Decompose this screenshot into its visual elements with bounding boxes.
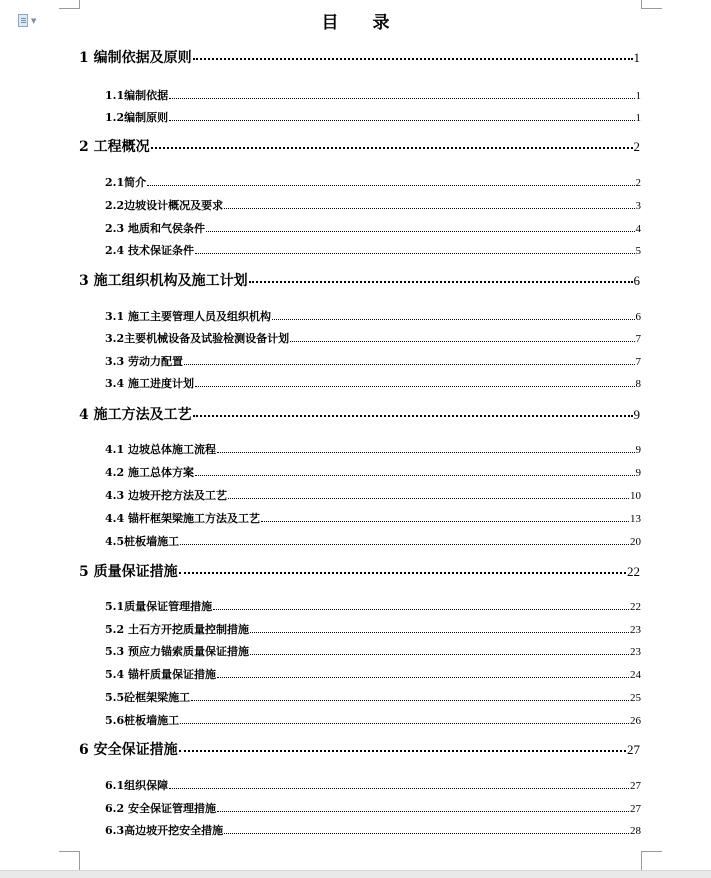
toc-section-entry[interactable]	[105, 375, 641, 390]
toc-section-entry[interactable]	[105, 666, 641, 681]
toc-page-number: 13	[630, 513, 641, 525]
toc-chapter-entry[interactable]	[79, 136, 640, 154]
toc-page-number: 2	[633, 139, 640, 154]
toc-chapter-entry[interactable]	[79, 270, 640, 288]
toc-entry-label: 4.3 边坡开挖方法及工艺	[105, 489, 227, 502]
toc-section-entry[interactable]	[105, 800, 641, 815]
toc-section-entry[interactable]	[105, 87, 641, 102]
dot-leader	[228, 498, 629, 499]
toc-section-entry[interactable]	[105, 220, 641, 235]
toc-page-number: 9	[635, 467, 641, 479]
toc-chapter-entry[interactable]	[79, 404, 640, 422]
dot-leader	[169, 98, 634, 99]
toc-entry-label: 6.2 安全保证管理措施	[105, 802, 216, 815]
toc-page-number: 27	[630, 803, 641, 815]
dot-leader	[193, 58, 633, 60]
toc-section-entry[interactable]	[105, 330, 641, 345]
dot-leader	[213, 609, 629, 610]
crop-mark-bottom-left	[59, 851, 80, 872]
dot-leader	[169, 788, 629, 789]
toc-section-entry[interactable]	[105, 510, 641, 525]
toc-entry-label: 6.1组织保障	[105, 779, 169, 792]
dot-leader	[195, 253, 635, 254]
toc-section-entry[interactable]	[105, 822, 641, 837]
toc-page-number: 9	[633, 407, 640, 422]
toc-entry-label: 1.1编制依据	[105, 89, 169, 102]
dot-leader	[193, 415, 633, 417]
dot-leader	[147, 185, 634, 186]
toc-chapter-entry[interactable]	[79, 47, 640, 65]
crop-mark-bottom-right	[641, 851, 662, 872]
toc-page-number: 4	[635, 223, 641, 235]
toc-section-entry[interactable]	[105, 464, 641, 479]
toc-page-number: 5	[635, 245, 641, 257]
toc-page-number: 8	[635, 378, 641, 390]
toc-page-number: 28	[630, 825, 641, 837]
toc-section-entry[interactable]	[105, 353, 641, 368]
toc-section-entry[interactable]	[105, 109, 641, 124]
toc-entry-label: 3.3 劳动力配置	[105, 355, 183, 368]
dot-leader	[250, 632, 629, 633]
toc-entry-label: 5.5砼框架梁施工	[105, 691, 191, 704]
toc-page-number: 6	[635, 311, 641, 323]
dot-leader	[224, 833, 629, 834]
toc-page-number: 27	[627, 742, 640, 757]
toc-section-entry[interactable]	[105, 487, 641, 502]
toc-section-entry[interactable]	[105, 197, 641, 212]
toc-entry-label: 5.2 土石方开挖质量控制措施	[105, 623, 249, 636]
toc-entry-label: 2.2边坡设计概况及要求	[105, 199, 224, 212]
toc-entry-label: 3.2主要机械设备及试验检测设备计划	[105, 332, 290, 345]
toc-page-number: 1	[635, 112, 641, 124]
dot-leader	[217, 452, 635, 453]
dot-leader	[180, 723, 629, 724]
toc-page-number: 26	[630, 715, 641, 727]
dot-leader	[217, 811, 629, 812]
toc-page-number: 2	[635, 177, 641, 189]
toc-entry-label: 4.1 边坡总体施工流程	[105, 443, 216, 456]
toc-entry-label: 5.4 锚杆质量保证措施	[105, 668, 216, 681]
toc-page-number: 23	[630, 646, 641, 658]
dot-leader	[224, 208, 634, 209]
toc-entry-label: 2.4 技术保证条件	[105, 244, 194, 257]
toc-entry-label: 4.5桩板墙施工	[105, 535, 180, 548]
toc-entry-label: 4.4 锚杆框架梁施工方法及工艺	[105, 512, 260, 525]
toc-entry-label: 5 质量保证措施	[79, 564, 178, 580]
toc-chapter-entry[interactable]	[79, 739, 640, 757]
toc-page-number: 1	[633, 50, 640, 65]
dot-leader	[261, 521, 629, 522]
toc-entry-label: 5.6桩板墙施工	[105, 714, 180, 727]
toc-entry-label: 2.3 地质和气侯条件	[105, 222, 205, 235]
toc-title: 目 录	[321, 13, 390, 33]
toc-entry-label: 1 编制依据及原则	[79, 50, 192, 66]
toc-section-entry[interactable]	[105, 441, 641, 456]
toc-entry-label: 4 施工方法及工艺	[79, 407, 192, 423]
toc-page-number: 10	[630, 490, 641, 502]
toc-page-number: 25	[630, 692, 641, 704]
dot-leader	[250, 654, 629, 655]
toc-entry-label: 3 施工组织机构及施工计划	[79, 273, 248, 289]
toc-page-number: 24	[630, 669, 641, 681]
toc-section-entry[interactable]	[105, 712, 641, 727]
toc-page-number: 3	[635, 200, 641, 212]
dot-leader	[290, 341, 634, 342]
toc-section-entry[interactable]	[105, 621, 641, 636]
toc-section-entry[interactable]	[105, 308, 641, 323]
dot-leader	[179, 750, 626, 752]
toc-page-number: 6	[633, 273, 640, 288]
dot-leader	[169, 120, 634, 121]
dot-leader	[184, 364, 635, 365]
toc-entry-label: 6 安全保证措施	[79, 742, 178, 758]
toc-chapter-entry[interactable]	[79, 561, 640, 579]
toc-entry-label: 2 工程概况	[79, 139, 150, 155]
toc-page-number: 27	[630, 780, 641, 792]
toc-section-entry[interactable]	[105, 598, 641, 613]
toc-entry-label: 3.1 施工主要管理人员及组织机构	[105, 310, 271, 323]
toc-page-number: 7	[635, 333, 641, 345]
toc-entry-label: 4.2 施工总体方案	[105, 466, 194, 479]
toc-section-entry[interactable]	[105, 689, 641, 704]
toc-entry-label: 1.2编制原则	[105, 111, 169, 124]
toc-entry-label: 2.1简介	[105, 176, 147, 189]
dot-leader	[151, 147, 633, 149]
dot-leader	[195, 386, 635, 387]
dot-leader	[180, 544, 629, 545]
toc-page-number: 22	[627, 564, 640, 579]
dot-leader	[206, 231, 635, 232]
chevron-down-icon: ▼	[31, 16, 37, 25]
toc-page-number: 7	[635, 356, 641, 368]
toc-page-number: 1	[635, 90, 641, 102]
toc-section-entry[interactable]	[105, 174, 641, 189]
dot-leader	[179, 572, 626, 574]
toc-page-number: 22	[630, 601, 641, 613]
dot-leader	[191, 700, 629, 701]
toc-page-number: 23	[630, 624, 641, 636]
toc-page-number: 9	[635, 444, 641, 456]
dot-leader	[217, 677, 629, 678]
toc-section-entry[interactable]	[105, 777, 641, 792]
toc-section-entry[interactable]	[105, 643, 641, 658]
dot-leader	[195, 475, 635, 476]
toc-page-number: 20	[630, 536, 641, 548]
toc-entry-label: 3.4 施工进度计划	[105, 377, 194, 390]
toc-entry-label: 5.3 预应力锚索质量保证措施	[105, 645, 249, 658]
toc-entry-label: 5.1质量保证管理措施	[105, 600, 213, 613]
dot-leader	[272, 319, 635, 320]
toc-entry-label: 6.3高边坡开挖安全措施	[105, 824, 224, 837]
dot-leader	[249, 281, 633, 283]
toc-section-entry[interactable]	[105, 533, 641, 548]
toc-section-entry[interactable]	[105, 242, 641, 257]
